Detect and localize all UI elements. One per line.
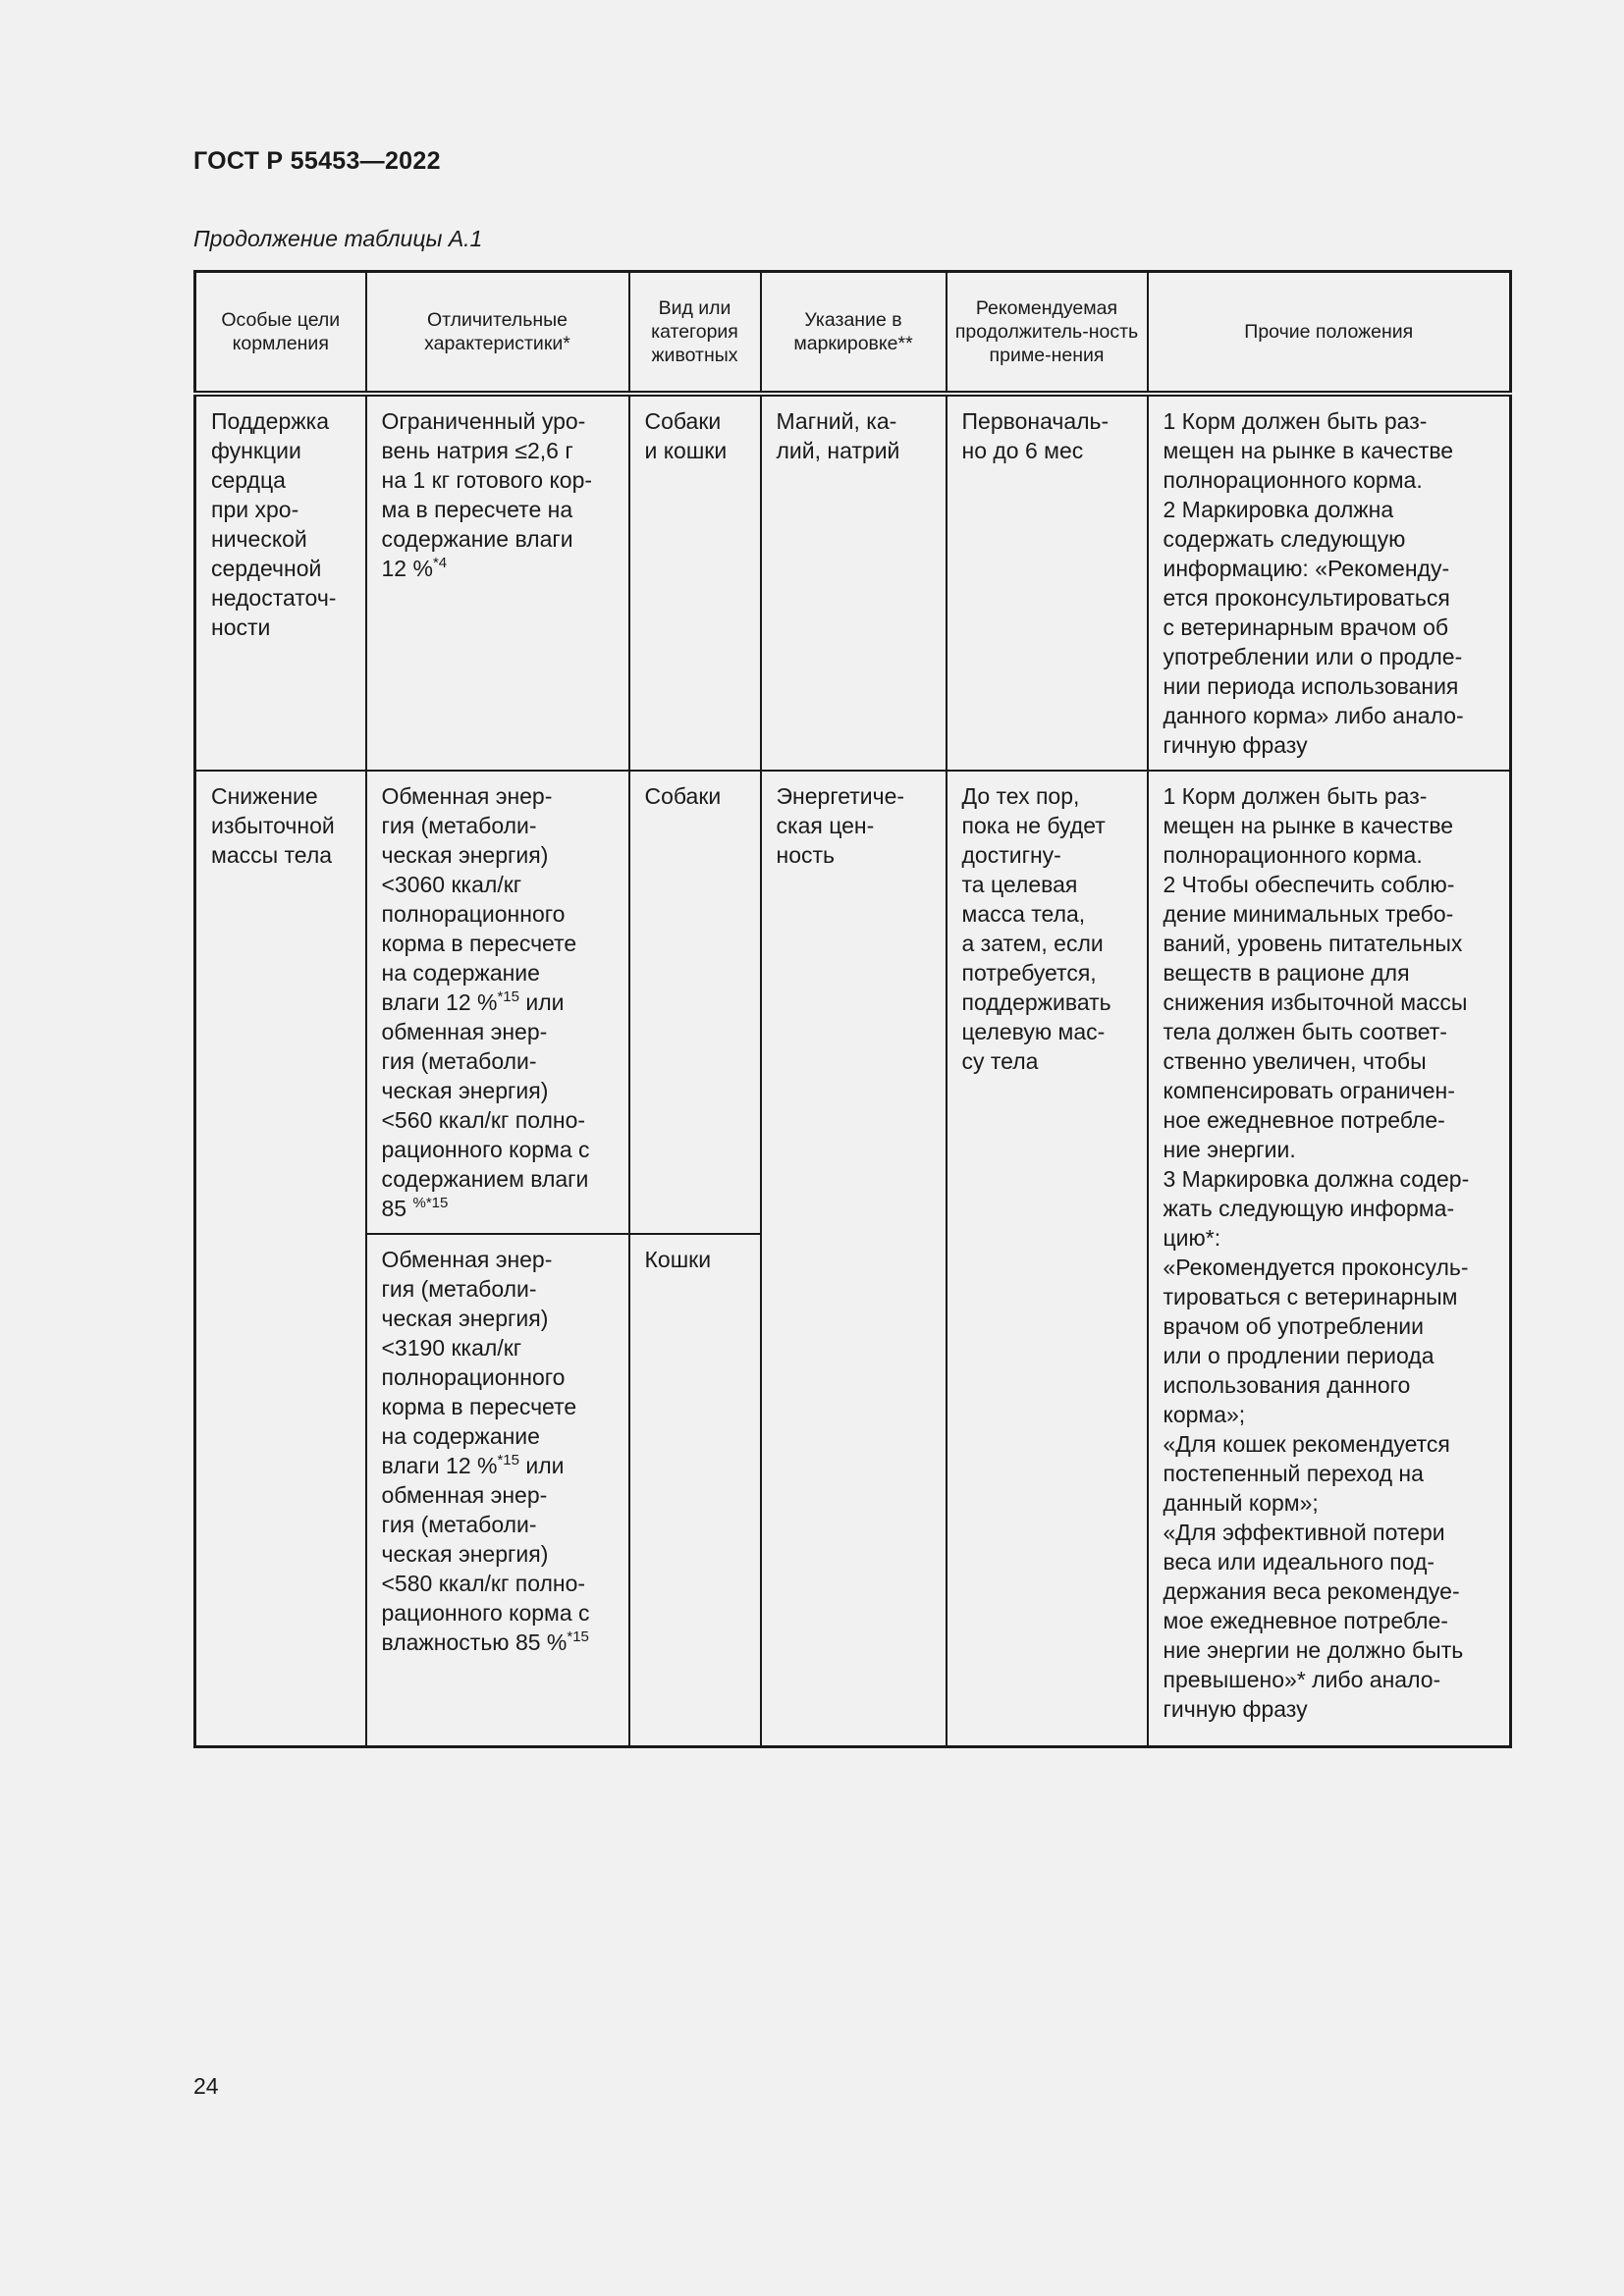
dogs-characteristics-text-b: или обменная энер- гия (метаболи- ческая энергия) <560 ккал/кг полно- рационного корма с содержанием влаги 85 bbox=[381, 989, 590, 1221]
row2-dogs-species: Собаки bbox=[629, 771, 761, 1234]
header-duration: Рекомендуемая продолжитель-ность приме-нения bbox=[947, 272, 1148, 395]
table-caption: Продолжение таблицы А.1 bbox=[193, 226, 483, 251]
page-number: 24 bbox=[193, 2073, 219, 2099]
document-code: ГОСТ Р 55453—2022 bbox=[193, 147, 441, 175]
footnote-ref: %*15 bbox=[412, 1195, 449, 1211]
table-row bbox=[195, 394, 1511, 771]
row1-other: 1 Корм должен быть раз- мещен на рынке в качестве полнорационного корма. 2 Маркировка должна содержать следующую информацию: «Рекоменду- ется проконсультироваться с ветеринарным врачом об употреблении или о продле- нии периода использования данного корма» либо анало- гичную фразу bbox=[1148, 394, 1511, 771]
row1-labeling: Магний, ка- лий, натрий bbox=[761, 394, 947, 771]
cats-characteristics-text-b: или обменная энер- гия (метаболи- ческая энергия) <580 ккал/кг полно- рационного корма с влажностью 85 % bbox=[381, 1453, 590, 1655]
row1-duration: Первоначаль- но до 6 мес bbox=[947, 394, 1148, 771]
row2-duration: До тех пор, пока не будет достигну- та целевая масса тела, а затем, если потребуется, поддерживать целевую мас- су тела bbox=[947, 771, 1148, 1747]
header-other: Прочие положения bbox=[1148, 272, 1511, 395]
feeding-purposes-table bbox=[193, 270, 1512, 1748]
table-header-row bbox=[195, 272, 1511, 395]
footnote-ref: *15 bbox=[567, 1629, 589, 1645]
table-row bbox=[195, 771, 1511, 1234]
row2-dogs-characteristics bbox=[366, 771, 629, 1234]
row2-cats-species: Кошки bbox=[629, 1234, 761, 1747]
footnote-ref: *4 bbox=[432, 555, 448, 571]
row2-cats-characteristics bbox=[366, 1234, 629, 1747]
header-labeling: Указание в маркировке** bbox=[761, 272, 947, 395]
row1-characteristics bbox=[366, 394, 629, 771]
header-purpose: Особые цели кормления bbox=[195, 272, 366, 395]
row2-purpose: Снижение избыточной массы тела bbox=[195, 771, 366, 1747]
row1-purpose: Поддержка функции сердца при хро- нической сердечной недостаточ- ности bbox=[195, 394, 366, 771]
cats-characteristics-text-a: Обменная энер- гия (метаболи- ческая энергия) <3190 ккал/кг полнорационного корма в пересчете на содержание влаги 12 % bbox=[381, 1247, 577, 1478]
row1-characteristics-text: Ограниченный уро- вень натрия ≤2,6 г на 1 кг готового кор- ма в пересчете на содержание влаги 12 % bbox=[381, 408, 593, 581]
row1-species: Собаки и кошки bbox=[629, 394, 761, 771]
header-characteristics: Отличительные характеристики* bbox=[366, 272, 629, 395]
footnote-ref: *15 bbox=[497, 1452, 519, 1468]
dogs-characteristics-text-a: Обменная энер- гия (метаболи- ческая энергия) <3060 ккал/кг полнорационного корма в пересчете на содержание влаги 12 % bbox=[381, 783, 577, 1015]
row2-other: 1 Корм должен быть раз- мещен на рынке в качестве полнорационного корма. 2 Чтобы обеспечить соблю- дение минимальных требо- ваний, уровень питательных веществ в рационе для снижения избыточной массы тела должен быть соответ- ственно увеличен, чтобы компенсировать ограничен- ное ежедневное потребле- ние энергии. 3 Маркировка должна содер- жать следующую информа- цию*: «Рекомендуется проконсуль- тироваться с ветеринарным врачом об употреблении или о продлении периода использования данного корма»; «Для кошек рекомендуется постепенный переход на данный корм»; «Для эффективной потери веса или идеального под- держания веса рекомендуе- мое ежедневное потребле- ние энергии не должно быть превышено»* либо анало- гичную фразу bbox=[1148, 771, 1511, 1747]
header-species: Вид или категория животных bbox=[629, 272, 761, 395]
row2-labeling: Энергетиче- ская цен- ность bbox=[761, 771, 947, 1747]
footnote-ref: *15 bbox=[497, 988, 519, 1005]
